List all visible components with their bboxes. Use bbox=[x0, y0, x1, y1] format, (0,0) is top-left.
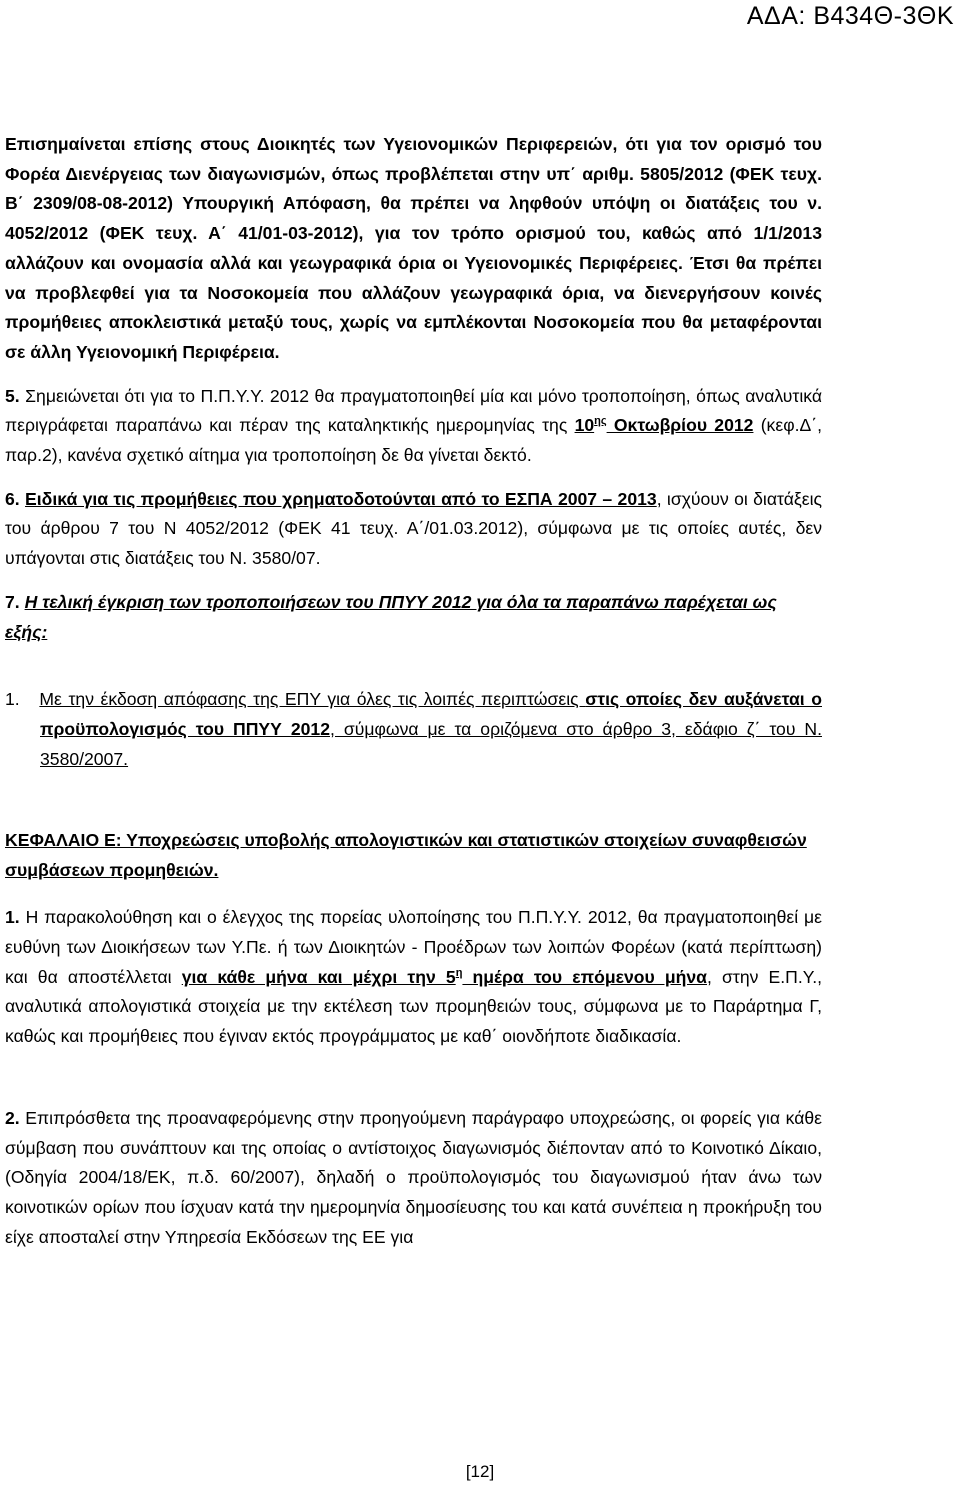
chapter-paragraph-1 bbox=[5, 903, 822, 1052]
paragraph-intro bbox=[5, 130, 822, 368]
monthly-deadline: για κάθε μήνα και μέχρι την 5 bbox=[181, 966, 456, 987]
paragraph-7 bbox=[5, 588, 822, 647]
paragraph-6-text: , ισχύουν οι διατάξεις του άρθρου 7 του Ν 4052/2012 (ΦΕΚ 41 τευχ. Α΄/01.03.2012), σύμφωνα με τις οποίες αυτές, δεν υπάγονται στις διατάξεις του Ν. 3580/07. bbox=[5, 488, 822, 569]
paragraph-6 bbox=[5, 485, 822, 574]
deadline-day-suffix: ης bbox=[594, 415, 607, 428]
paragraph-7-title: Η τελική έγκριση των τροποποιήσεων του ΠΠΥΥ 2012 για όλα τα παραπάνω παρέχεται ως εξής: bbox=[5, 591, 777, 642]
chapter-paragraph-1-text-a: Η παρακολούθηση και ο έλεγχος της πορείας υλοποίησης του Π.Π.Υ.Υ. 2012, θα πραγματοποιηθεί με ευθύνη των Διοικήσεων των Υ.Πε. ή των Διοικητών - Προέδρων των λοιπών Φορέων (κατά περίπτωση) και θα αποστέλλεται bbox=[5, 907, 822, 987]
document-body bbox=[5, 130, 822, 1252]
chapter-heading: ΚΕΦΑΛΑΙΟ Ε: Υποχρεώσεις υποβολής απολογιστικών και στατιστικών στοιχείων συναφθεισών συμβάσεων προμηθειών. bbox=[5, 830, 807, 881]
monthly-deadline-rest: ημέρα του επόμενου μήνα bbox=[462, 966, 707, 987]
paragraph-5-text-a: Σημειώνεται ότι για το Π.Π.Υ.Υ. 2012 θα πραγματοποιηθεί μία και μόνο τροποποίηση, όπως αναλυτικά περιγράφεται παραπάνω και πέραν της καταληκτικής ημερομηνίας της bbox=[5, 385, 822, 436]
paragraph-intro-text-2: Έτσι θα πρέπει να προβλεφθεί για τα Νοσοκομεία που αλλάζουν γεωγραφικά όρια, να διενεργήσουν κοινές προμήθειες αποκλειστικά μεταξύ τους, χωρίς να εμπλέκονται Νοσοκομεία που θα μεταφέρονται σε άλλη Υγειονομική Περιφέρεια. bbox=[5, 252, 822, 362]
approval-item-1 bbox=[5, 685, 822, 774]
page-number: [12] bbox=[465, 1462, 495, 1481]
approval-item-1-number: 1. bbox=[5, 689, 20, 710]
paragraph-5 bbox=[5, 382, 822, 471]
paragraph-7-number: 7. bbox=[5, 591, 20, 612]
chapter-paragraph-1-number: 1. bbox=[5, 907, 20, 928]
paragraph-6-title: Ειδικά για τις προμήθειες που χρηματοδοτούνται από το ΕΣΠΑ 2007 – 2013 bbox=[25, 488, 657, 509]
chapter-paragraph-2-number: 2. bbox=[5, 1107, 20, 1128]
approval-item-1-text-b: στις οποίες δεν αυξάνεται ο προϋπολογισμός του ΠΠΥΥ 2012 bbox=[40, 689, 822, 739]
paragraph-5-number: 5. bbox=[5, 385, 20, 406]
deadline-day: 10 bbox=[574, 415, 595, 436]
chapter-paragraph-1-text-b: , στην Ε.Π.Υ., αναλυτικά απολογιστικά στοιχεία με την εκτέλεση των προμηθειών τους, σύμφωνα με το Παράρτημα Γ, καθώς και προμήθειες που έγιναν εκτός προγράμματος με καθ΄ οιονδήποτε διαδικασία. bbox=[5, 966, 823, 1047]
paragraph-5-text-b: (κεφ.Δ΄, παρ.2), κανένα σχετικό αίτημα για τροποποίηση δε θα γίνεται δεκτό. bbox=[5, 415, 822, 466]
paragraph-intro-text-1: Επισημαίνεται επίσης στους Διοικητές των Υγειονομικών Περιφερειών, ότι για τον ορισμό του Φορέα Διενέργειας των διαγωνισμών, όπως προβλέπεται στην υπ΄ αριθμ. 5805/2012 (ΦΕΚ τευχ. Β΄ 2309/08-08-2012) Υπουργική Απόφαση, θα πρέπει να ληφθούν υπόψη οι διατάξεις του ν. 4052/2012 (ΦΕΚ τευχ. Α΄ 41/01-03-2012), για τον τρόπο ορισμού του, καθώς από 1/1/2013 αλλάζουν και ονομασία αλλά και γεωγραφικά όρια οι Υγειονομικές Περιφέρειες. bbox=[5, 134, 822, 273]
paragraph-6-number: 6. bbox=[5, 488, 20, 509]
deadline-month: Οκτωβρίου 2012 bbox=[606, 415, 754, 436]
monthly-deadline-suffix: η bbox=[455, 966, 463, 979]
approval-item-1-text-c: , σύμφωνα με τα οριζόμενα στο άρθρο 3, εδάφιο ζ΄ του Ν. 3580/2007. bbox=[40, 718, 822, 769]
chapter-paragraph-2-text: Επιπρόσθετα της προαναφερόμενης στην προηγούμενη παράγραφο υποχρεώσης, οι φορείς για κάθε σύμβαση που συνάπτουν και της οποίας ο αντίστοιχος διαγωνισμός διέπονταν από το Κοινοτικό Δίκαιο, (Οδηγία 2004/18/ΕΚ, π.δ. 60/2007), δηλαδή ο προϋπολογισμός του διαγωνισμού ήταν άνω των κοινοτικών ορίων που ίσχυαν κατά την ημερομηνία δημοσίευσης του και κατά συνέπεια η προκήρυξη του είχε αποσταλεί στην Υπηρεσία Εκδόσεων της ΕΕ για bbox=[5, 1107, 822, 1247]
chapter-paragraph-2 bbox=[5, 1104, 822, 1253]
approval-item-1-text-a: Με την έκδοση απόφασης της ΕΠΥ για όλες τις λοιπές περιπτώσεις bbox=[39, 689, 586, 710]
ada-code: ΑΔΑ: Β434Θ-3ΘΚ bbox=[746, 2, 954, 30]
